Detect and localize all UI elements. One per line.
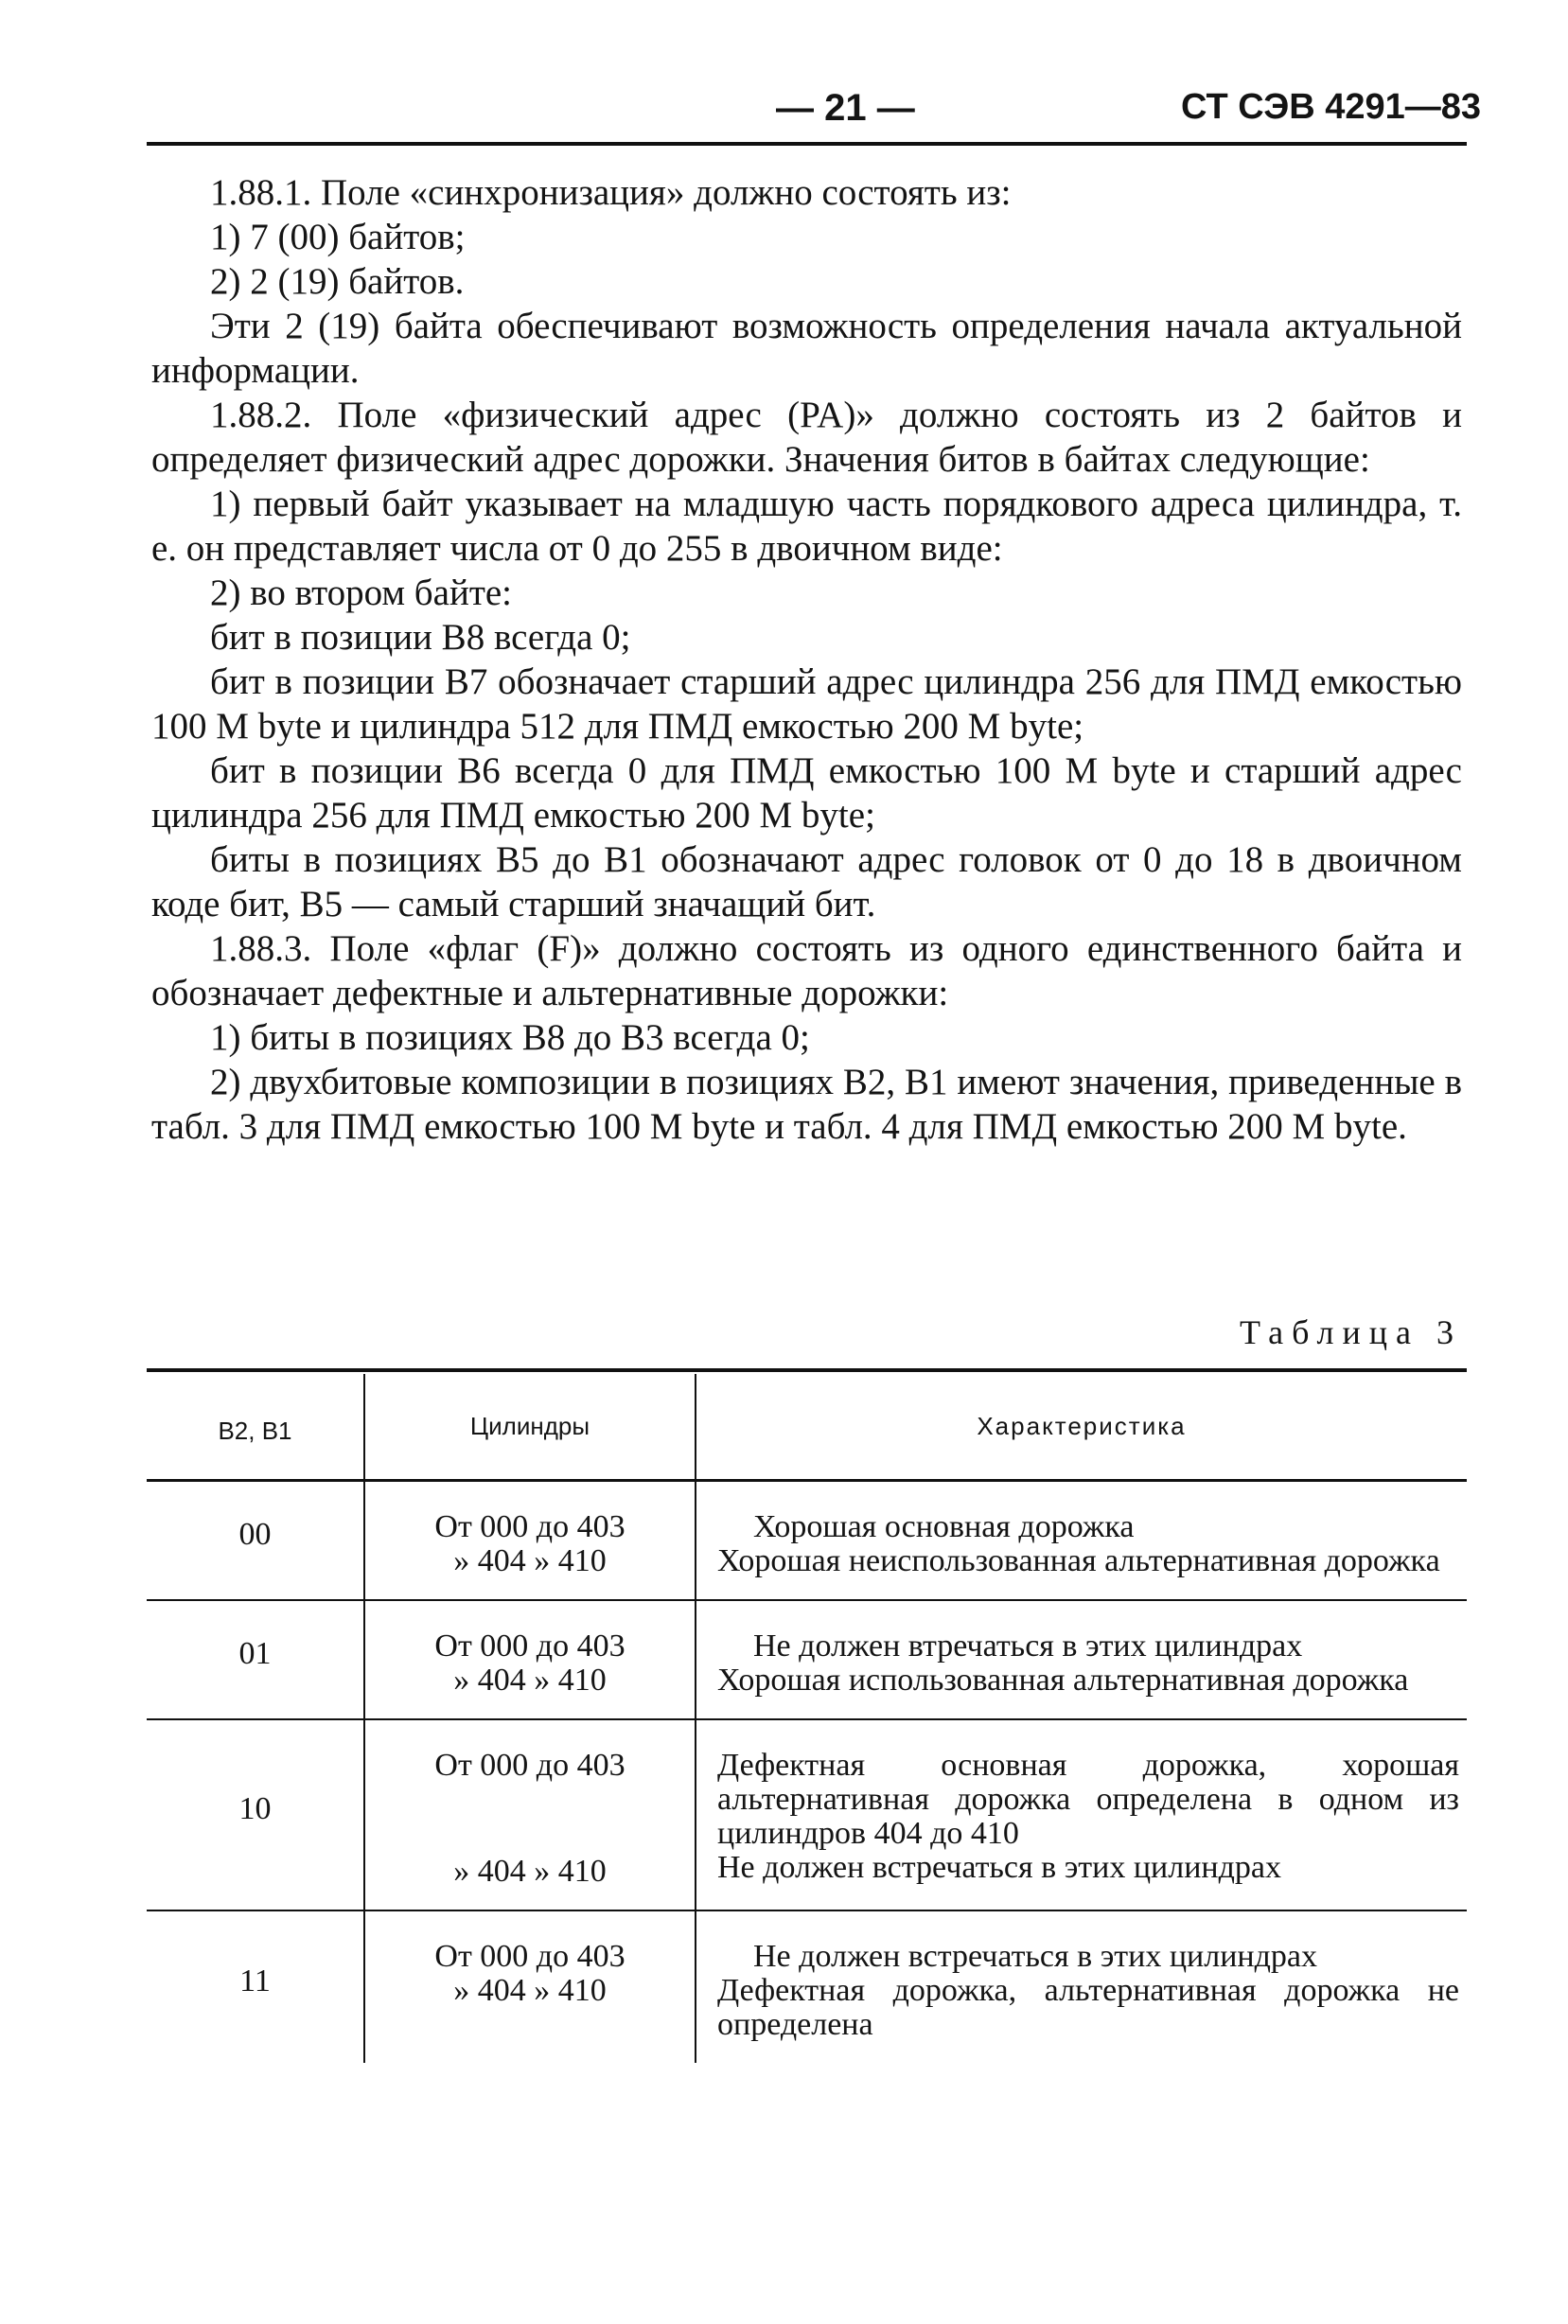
cell-cylinders — [364, 1910, 696, 2063]
header-rule — [147, 142, 1467, 146]
characteristic-line: Хорошая основная дорожка — [753, 1509, 1135, 1544]
characteristic-line: Хорошая использованная альтернативная дорожка — [717, 1663, 1409, 1698]
cylinder-range: » 404 » 410 — [453, 1663, 607, 1698]
cell-cylinders — [364, 1719, 696, 1910]
list-item: 1) биты в позициях B8 до B3 всегда 0; — [210, 1017, 810, 1058]
table-row — [147, 1481, 1467, 1601]
cell-characteristic — [696, 1600, 1467, 1719]
list-item: 1) 7 (00) байтов; — [210, 217, 466, 257]
table-header-row — [147, 1374, 1467, 1481]
header-characteristic: Характеристика — [696, 1374, 1467, 1481]
page-number: — 21 — — [776, 87, 915, 129]
cylinder-range: От 000 до 403 — [434, 1939, 625, 1974]
paragraph: бит в позиции B8 всегда 0; — [210, 617, 631, 658]
cell-bits: 10 — [147, 1719, 364, 1910]
cell-cylinders — [364, 1481, 696, 1601]
paragraph-1-88-3: 1.88.3. Поле «флаг (F)» должно состоять из одного единственного байта и обозначает дефектные и альтернативные дорожки: — [151, 928, 1462, 1013]
paragraph: бит в позиции B7 обозначает старший адрес цилиндра 256 для ПМД емкостью 100 M byte и цилиндра 512 для ПМД емкостью 200 M byte; — [151, 661, 1462, 747]
paragraph: бит в позиции B6 всегда 0 для ПМД емкостью 100 M byte и старший адрес цилиндра 256 для ПМД емкостью 200 M byte; — [151, 750, 1462, 836]
characteristic-line: Не должен втречаться в этих цилиндрах — [753, 1629, 1303, 1664]
cell-bits: 00 — [147, 1481, 364, 1601]
list-item: 2) 2 (19) байтов. — [210, 261, 465, 302]
table-row — [147, 1600, 1467, 1719]
cell-bits: 11 — [147, 1910, 364, 2063]
paragraph: биты в позициях B5 до B1 обозначают адрес головок от 0 до 18 в двоичном коде бит, B5 — самый старший значащий бит. — [151, 839, 1462, 924]
cylinder-range: От 000 до 403 — [434, 1629, 625, 1664]
paragraph-1-88-1: 1.88.1. Поле «синхронизация» должно состоять из: — [210, 172, 1012, 213]
cell-characteristic — [696, 1481, 1467, 1601]
header-cylinders: Цилиндры — [364, 1374, 696, 1481]
header-bits: B2, B1 — [147, 1374, 364, 1481]
flag-values-table — [147, 1374, 1467, 2063]
list-item: 2) во втором байте: — [210, 572, 513, 613]
characteristic-line: Дефектная дорожка, альтернативная дорожка не определена — [717, 1973, 1459, 2042]
cylinder-range: От 000 до 403 — [434, 1748, 625, 1783]
cylinder-range: От 000 до 403 — [434, 1509, 625, 1544]
table-row — [147, 1719, 1467, 1910]
cell-characteristic — [696, 1910, 1467, 2063]
cell-characteristic — [696, 1719, 1467, 1910]
characteristic-line: Хорошая неиспользованная альтернативная дорожка — [717, 1543, 1440, 1578]
characteristic-line: Дефектная основная дорожка, хорошая альтернативная дорожка определена в одном из цилиндров 404 до 410 — [717, 1748, 1459, 1851]
cell-cylinders — [364, 1600, 696, 1719]
spacer — [366, 1783, 694, 1855]
table-caption: Таблица 3 — [1240, 1313, 1462, 1351]
paragraph-1-88-2: 1.88.2. Поле «физический адрес (PA)» должно состоять из 2 байтов и определяет физический адрес дорожки. Значения битов в байтах следующие: — [151, 395, 1462, 480]
cylinder-range: » 404 » 410 — [453, 1973, 607, 2008]
table-top-rule — [147, 1368, 1467, 1372]
list-item: 2) двухбитовые композиции в позициях B2, B1 имеют значения, приведенные в табл. 3 для ПМД емкостью 100 M byte и табл. 4 для ПМД емкостью 200 M byte. — [151, 1062, 1462, 1147]
standard-code: СТ СЭВ 4291—83 — [1181, 87, 1482, 127]
characteristic-line: Не должен встречаться в этих цилиндрах — [753, 1939, 1317, 1974]
cylinder-range: » 404 » 410 — [453, 1543, 607, 1578]
body-text — [151, 170, 1462, 1149]
table-row — [147, 1910, 1467, 2063]
cylinder-range: » 404 » 410 — [453, 1854, 607, 1889]
cell-bits: 01 — [147, 1600, 364, 1719]
paragraph: Эти 2 (19) байта обеспечивают возможность определения начала актуальной информации. — [151, 306, 1462, 391]
list-item: 1) первый байт указывает на младшую часть порядкового адреса цилиндра, т. е. он представляет числа от 0 до 255 в двоичном виде: — [151, 484, 1462, 569]
characteristic-line: Не должен встречаться в этих цилиндрах — [717, 1850, 1281, 1885]
